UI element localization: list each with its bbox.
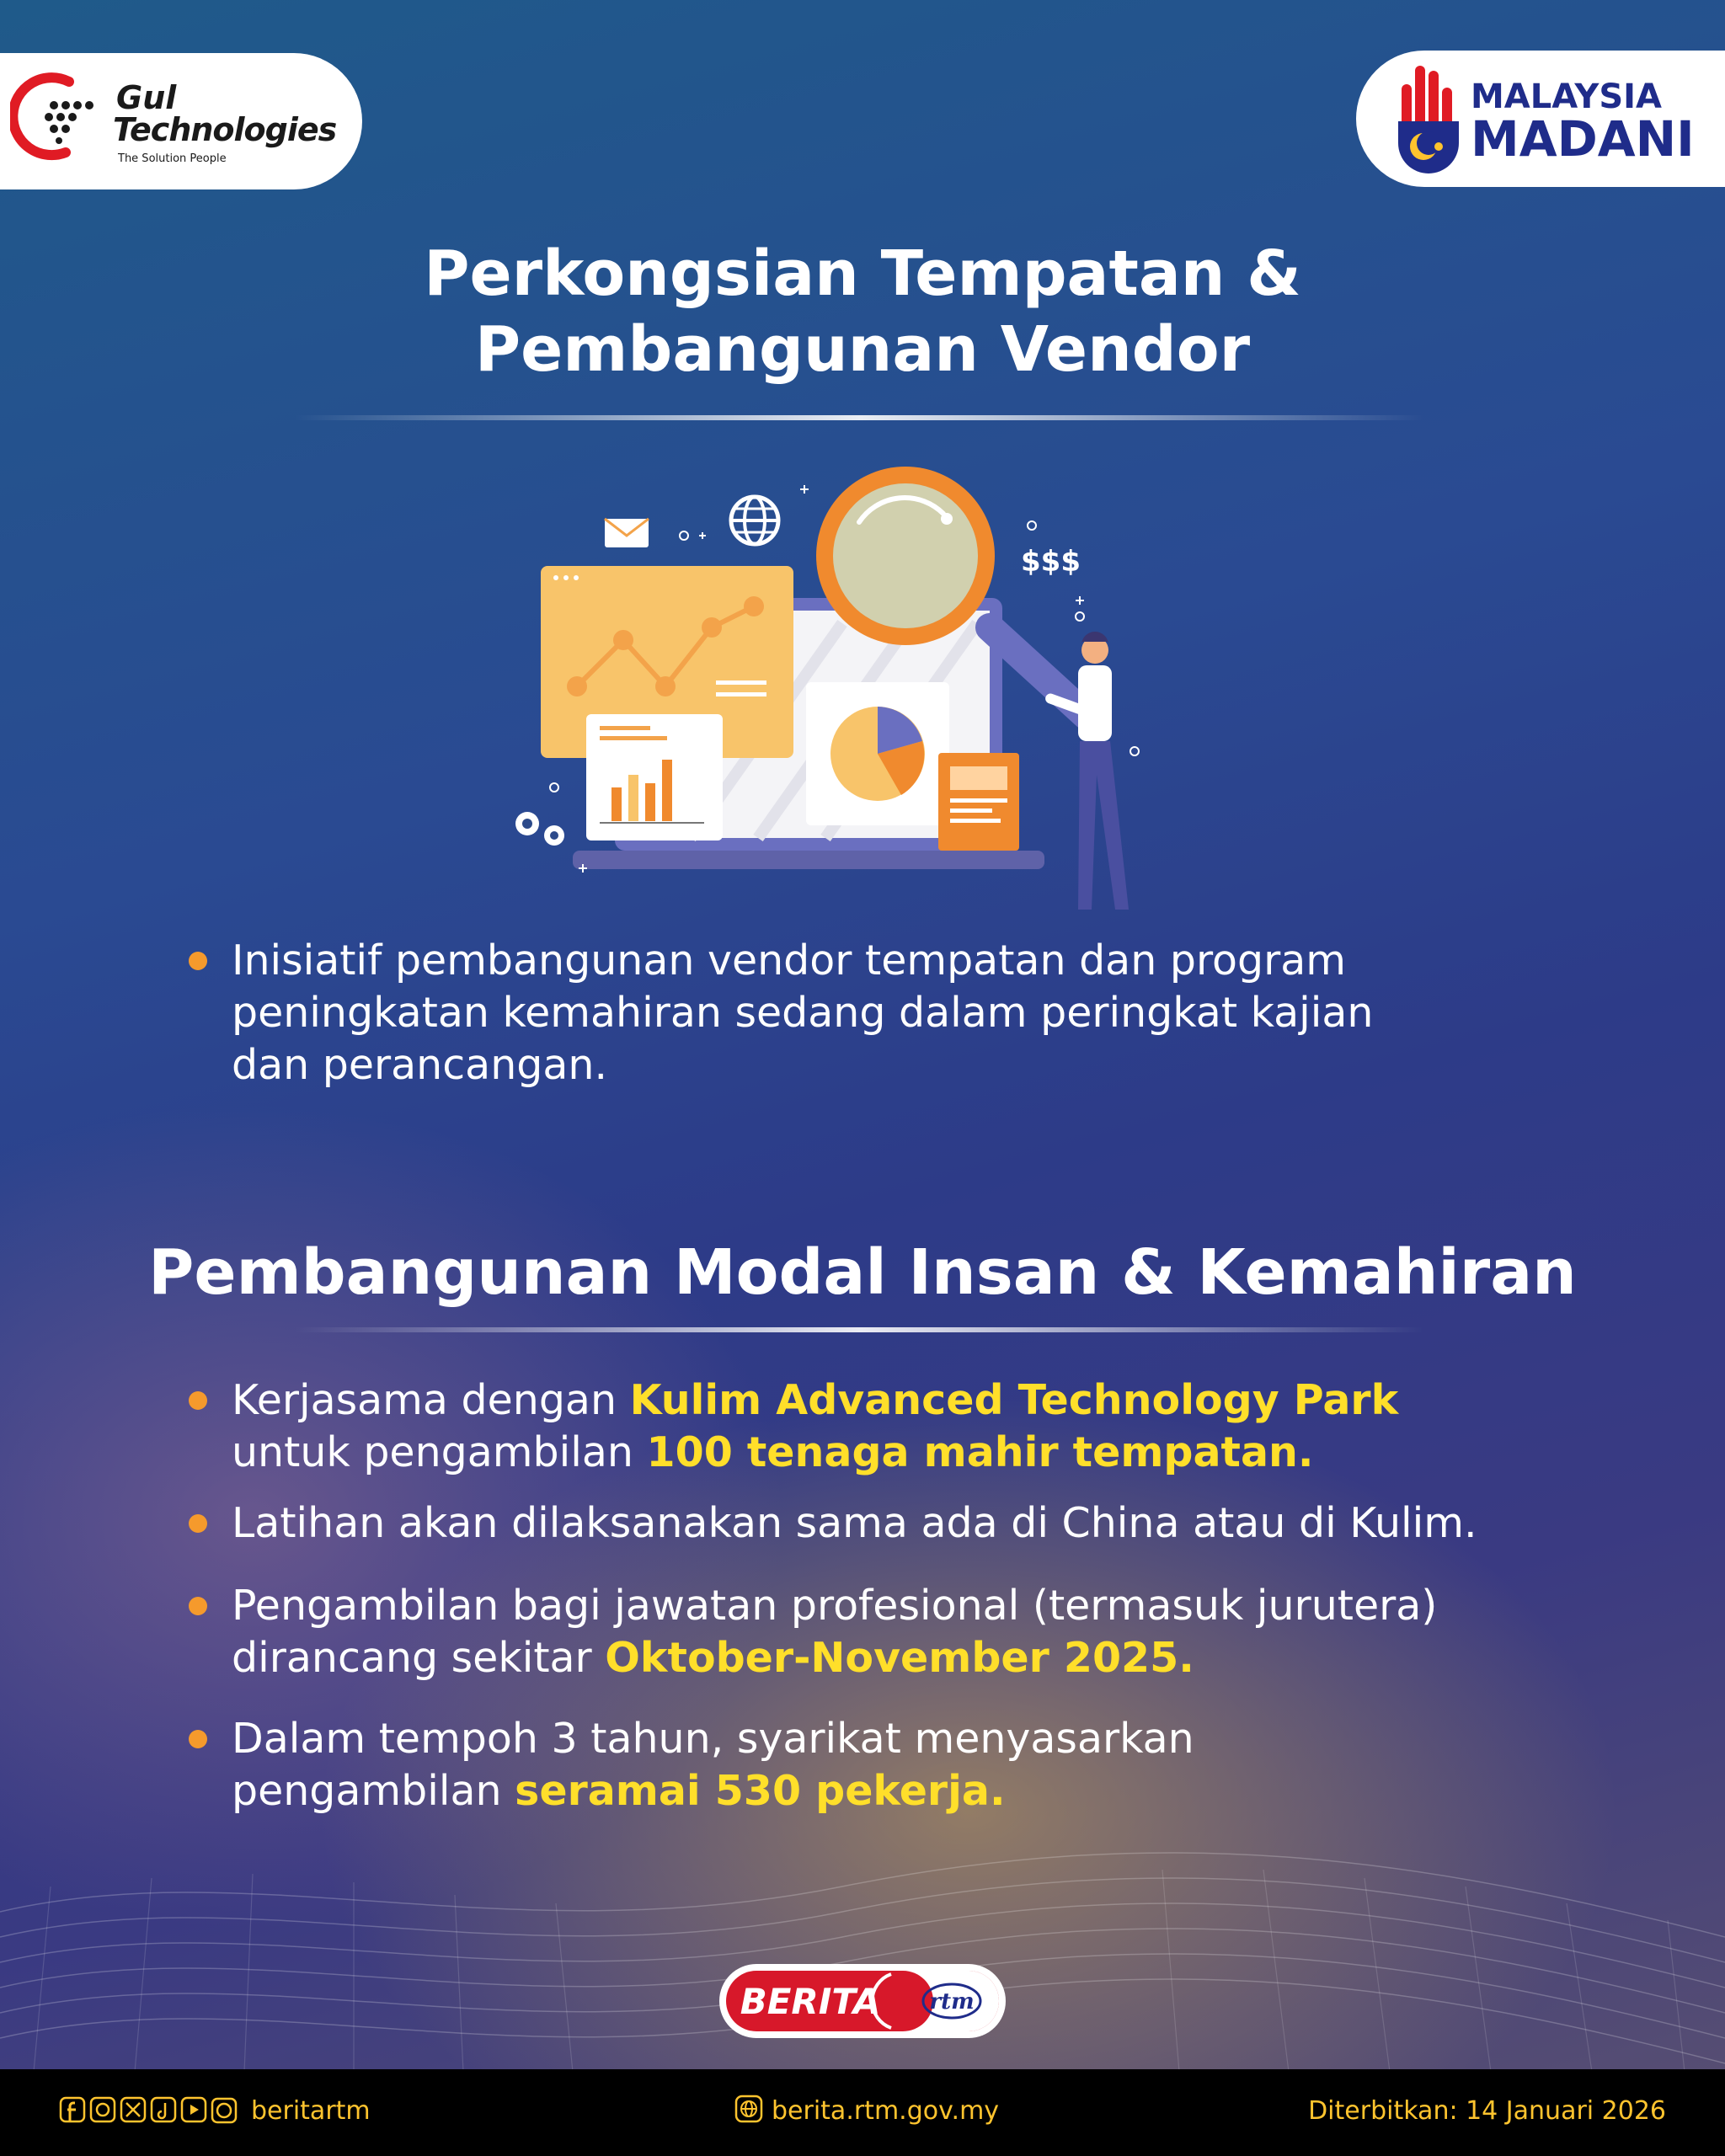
gears-icon — [515, 812, 564, 846]
bullet-dot-icon — [189, 1730, 207, 1748]
section1-divider — [295, 415, 1423, 420]
gul-logo-mark-icon — [10, 72, 104, 164]
instagram-icon — [91, 2098, 115, 2121]
highlight-530-workers: seramai 530 pekerja. — [515, 1767, 1006, 1815]
rtm-word: rtm — [929, 1989, 975, 2015]
analytics-illustration — [505, 455, 1146, 926]
section1-bullet-line1: Inisiatif pembangunan vendor tempatan dan program — [232, 937, 1346, 985]
section1-bullet-line3: dan perancangan. — [232, 1041, 608, 1089]
gul-logo-line1: Gul — [116, 79, 177, 116]
section1-bullet-line2: peningkatan kemahiran sedang dalam peringkat kajian — [232, 989, 1374, 1037]
website-globe-icon — [734, 2095, 765, 2125]
section1-title — [0, 236, 1725, 387]
footer-website[interactable]: berita.rtm.gov.my — [772, 2096, 1000, 2126]
highlight-100-workers: 100 tenaga mahir tempatan. — [646, 1428, 1314, 1476]
highlight-kulim-park: Kulim Advanced Technology Park — [629, 1376, 1399, 1424]
bullet-dot-icon — [189, 1514, 207, 1533]
dollar-signs-label: $$$ — [1021, 545, 1081, 579]
footer-bar — [0, 2069, 1725, 2156]
highlight-oct-nov-2025: Oktober-November 2025. — [605, 1634, 1194, 1682]
gul-technologies-logo — [0, 53, 362, 189]
gul-logo-line2: Technologies — [113, 111, 337, 148]
berita-rtm-logo — [718, 1962, 1007, 2040]
section1-bullet-text — [232, 935, 1373, 1091]
berita-word: BERITA — [740, 1981, 881, 2022]
section1-title-line1: Perkongsian Tempatan & — [424, 237, 1301, 310]
section1-title-line2: Pembangunan Vendor — [474, 313, 1251, 386]
social-icons — [59, 2095, 211, 2128]
gul-logo-tagline: The Solution People — [118, 152, 227, 165]
malaysia-madani-logo — [1356, 51, 1725, 187]
bullet-dot-icon — [189, 952, 207, 970]
madani-hand-icon — [1395, 59, 1462, 177]
footer-published-date: Diterbitkan: 14 Januari 2026 — [1308, 2096, 1666, 2126]
footer-social-handle[interactable]: beritartm — [251, 2096, 371, 2126]
section2-title: Pembangunan Modal Insan & Kemahiran — [148, 1236, 1577, 1309]
whatsapp-icon — [211, 2097, 239, 2126]
bullet-dot-icon — [189, 1391, 207, 1410]
madani-logo-line2: MADANI — [1471, 110, 1695, 168]
section2-divider — [295, 1327, 1423, 1332]
madani-logo-line1: MALAYSIA — [1471, 77, 1662, 116]
bar-chart-panel — [586, 714, 723, 841]
person-icon — [1078, 665, 1112, 741]
bullet-dot-icon — [189, 1597, 207, 1615]
